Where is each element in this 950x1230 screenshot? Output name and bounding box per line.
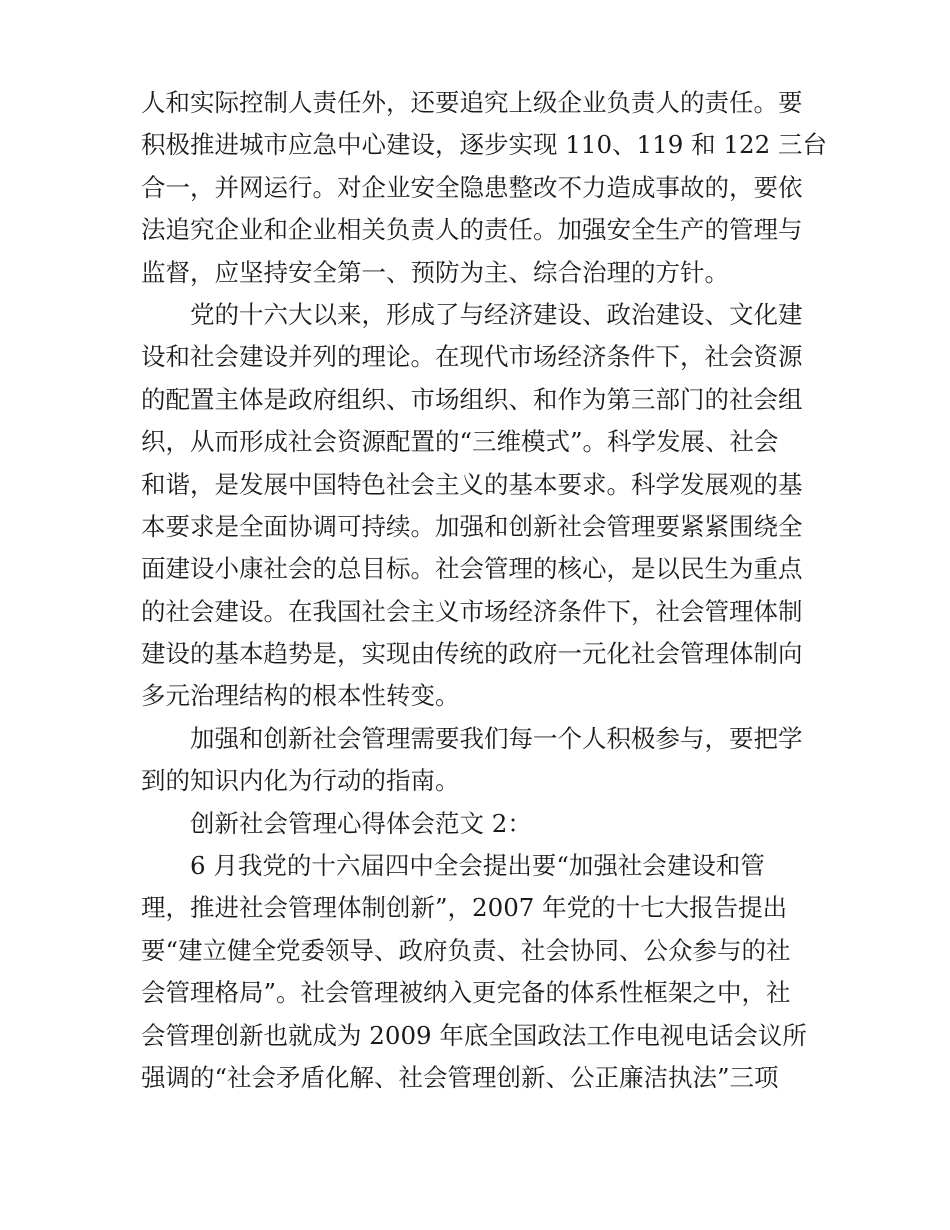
text-line: 人和实际控制人责任外，还要追究上级企业负责人的责任。要 (141, 88, 803, 117)
document-body (141, 82, 827, 1099)
text-line: 6 月我党的十六届四中全会提出要“加强社会建设和管 (190, 851, 765, 881)
text-line: 加强和创新社会管理需要我们每一个人积极参与，要把学 (190, 723, 803, 753)
text-line: 织，从而形成社会资源配置的“三维模式”。科学发展、社会 (141, 427, 779, 457)
paragraph (141, 294, 811, 718)
text-line: 积极推进城市应急中心建设，逐步实现 110、119 和 122 三台 (141, 130, 827, 160)
paragraph (141, 718, 811, 803)
text-line: 建设的基本趋势是，实现由传统的政府一元化社会管理体制向 (141, 639, 803, 669)
text-line: 会管理格局”。社会管理被纳入更完备的体系性框架之中，社 (141, 978, 791, 1008)
text-line: 本要求是全面协调可持续。加强和创新社会管理要紧紧围绕全 (141, 511, 803, 541)
text-line: 设和社会建设并列的理论。在现代市场经济条件下，社会资源 (141, 342, 803, 372)
text-line: 和谐，是发展中国特色社会主义的基本要求。科学发展观的基 (141, 469, 803, 499)
paragraph (141, 82, 827, 294)
text-line: 法追究企业和企业相关负责人的责任。加强安全生产的管理与 (141, 215, 803, 245)
text-line: 合一，并网运行。对企业安全隐患整改不力造成事故的，要依 (141, 172, 803, 202)
paragraph (141, 803, 811, 845)
text-line: 监督，应坚持安全第一、预防为主、综合治理的方针。 (141, 257, 729, 287)
text-line: 党的十六大以来，形成了与经济建设、政治建设、文化建 (190, 299, 803, 329)
text-line: 会管理创新也就成为 2009 年底全国政法工作电视电话会议所 (141, 1020, 807, 1050)
text-line: 的社会建设。在我国社会主义市场经济条件下，社会管理体制 (141, 596, 803, 626)
text-line: 理，推进社会管理体制创新”，2007 年党的十七大报告提出 (141, 893, 788, 923)
text-line: 的配置主体是政府组织、市场组织、和作为第三部门的社会组 (141, 384, 803, 414)
paragraph (141, 845, 811, 1099)
text-line: 创新社会管理心得体会范文 2： (190, 808, 532, 838)
text-line: 多元治理结构的根本性转变。 (141, 681, 460, 711)
text-line: 强调的“社会矛盾化解、社会管理创新、公正廉洁执法”三项 (141, 1062, 779, 1092)
text-line: 到的知识内化为行动的指南。 (141, 766, 460, 796)
text-line: 要“建立健全党委领导、政府负责、社会协同、公众参与的社 (141, 935, 791, 965)
text-line: 面建设小康社会的总目标。社会管理的核心，是以民生为重点 (141, 554, 803, 584)
